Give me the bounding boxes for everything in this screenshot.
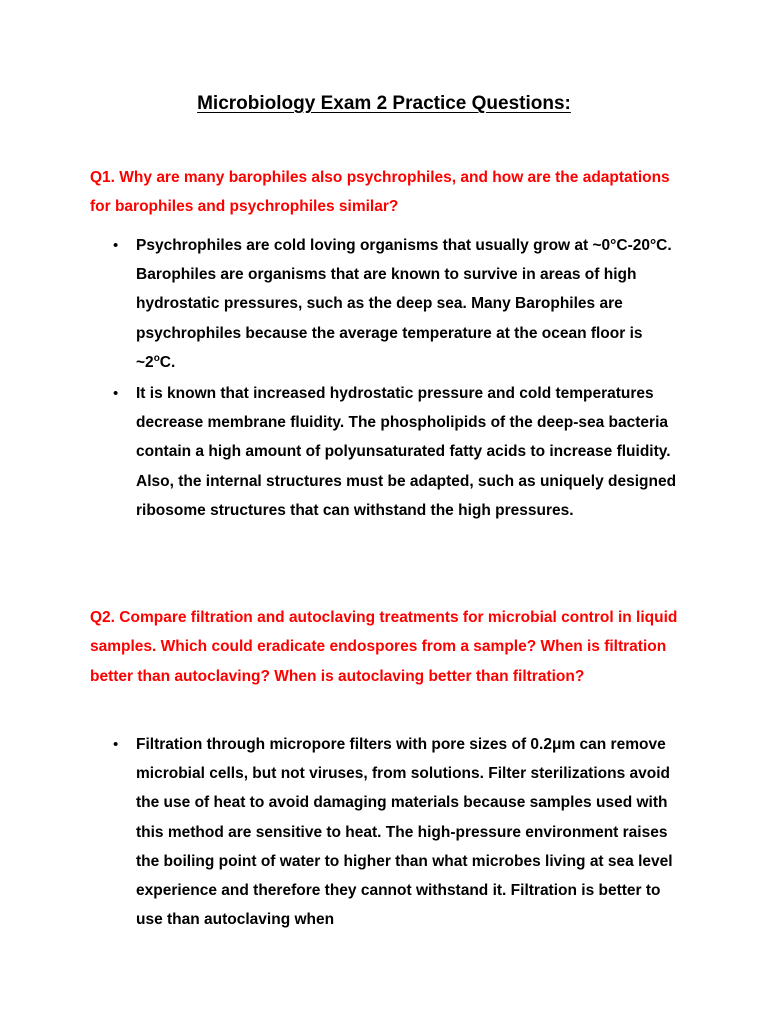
answer-list-1 — [90, 231, 680, 527]
answer-item — [90, 379, 680, 525]
bullet-icon: • — [113, 385, 119, 403]
answer-item — [90, 730, 680, 934]
bullet-icon: • — [113, 736, 119, 753]
degree-superscript: o — [153, 352, 160, 364]
question-1: Q1. Why are many barophiles also psychrophiles, and how are the adaptations for barophiles and psychrophiles similar? — [90, 169, 670, 216]
answer-item — [90, 231, 680, 377]
answer-text: Filtration through micropore filters with pore sizes of 0.2μm can remove microbial cells, but not viruses, from solutions. Filter sterilizations avoid the use of heat to avoid damaging materials because samples used with this method are sensitive to heat. The high-pressure environment raises the boiling point of water to higher than what microbes living at sea level experience and therefore they cannot withstand it. Filtration is better to use than autoclaving when — [136, 736, 673, 929]
answer-text: Psychrophiles are cold loving organisms that usually grow at ~0°C-20°C. Barophiles are organisms that are known to survive in areas of high hydrostatic pressures, such as the deep sea. Many Barophiles are psychrophiles because the average temperature at the ocean floor is ~2 — [136, 237, 672, 371]
answer-text-tail: C. — [159, 353, 176, 371]
answer-text: It is known that increased hydrostatic pressure and cold temperatures decrease membrane fluidity. The phospholipids of the deep-sea bacteria contain a high amount of polyunsaturated fatty acids to increase fluidity. Also, the internal structures must be adapted, such as uniquely designed ribosome structures that can withstand the high pressures. — [136, 385, 677, 519]
page-title: Microbiology Exam 2 Practice Questions: — [197, 93, 571, 114]
bullet-icon: • — [113, 237, 119, 254]
answer-list-2 — [90, 730, 680, 936]
question-2: Q2. Compare filtration and autoclaving treatments for microbial control in liquid samples. Which could eradicate endospores from a sample? When is filtration better than autoclaving? When is autoclaving better than filtration? — [90, 609, 678, 685]
